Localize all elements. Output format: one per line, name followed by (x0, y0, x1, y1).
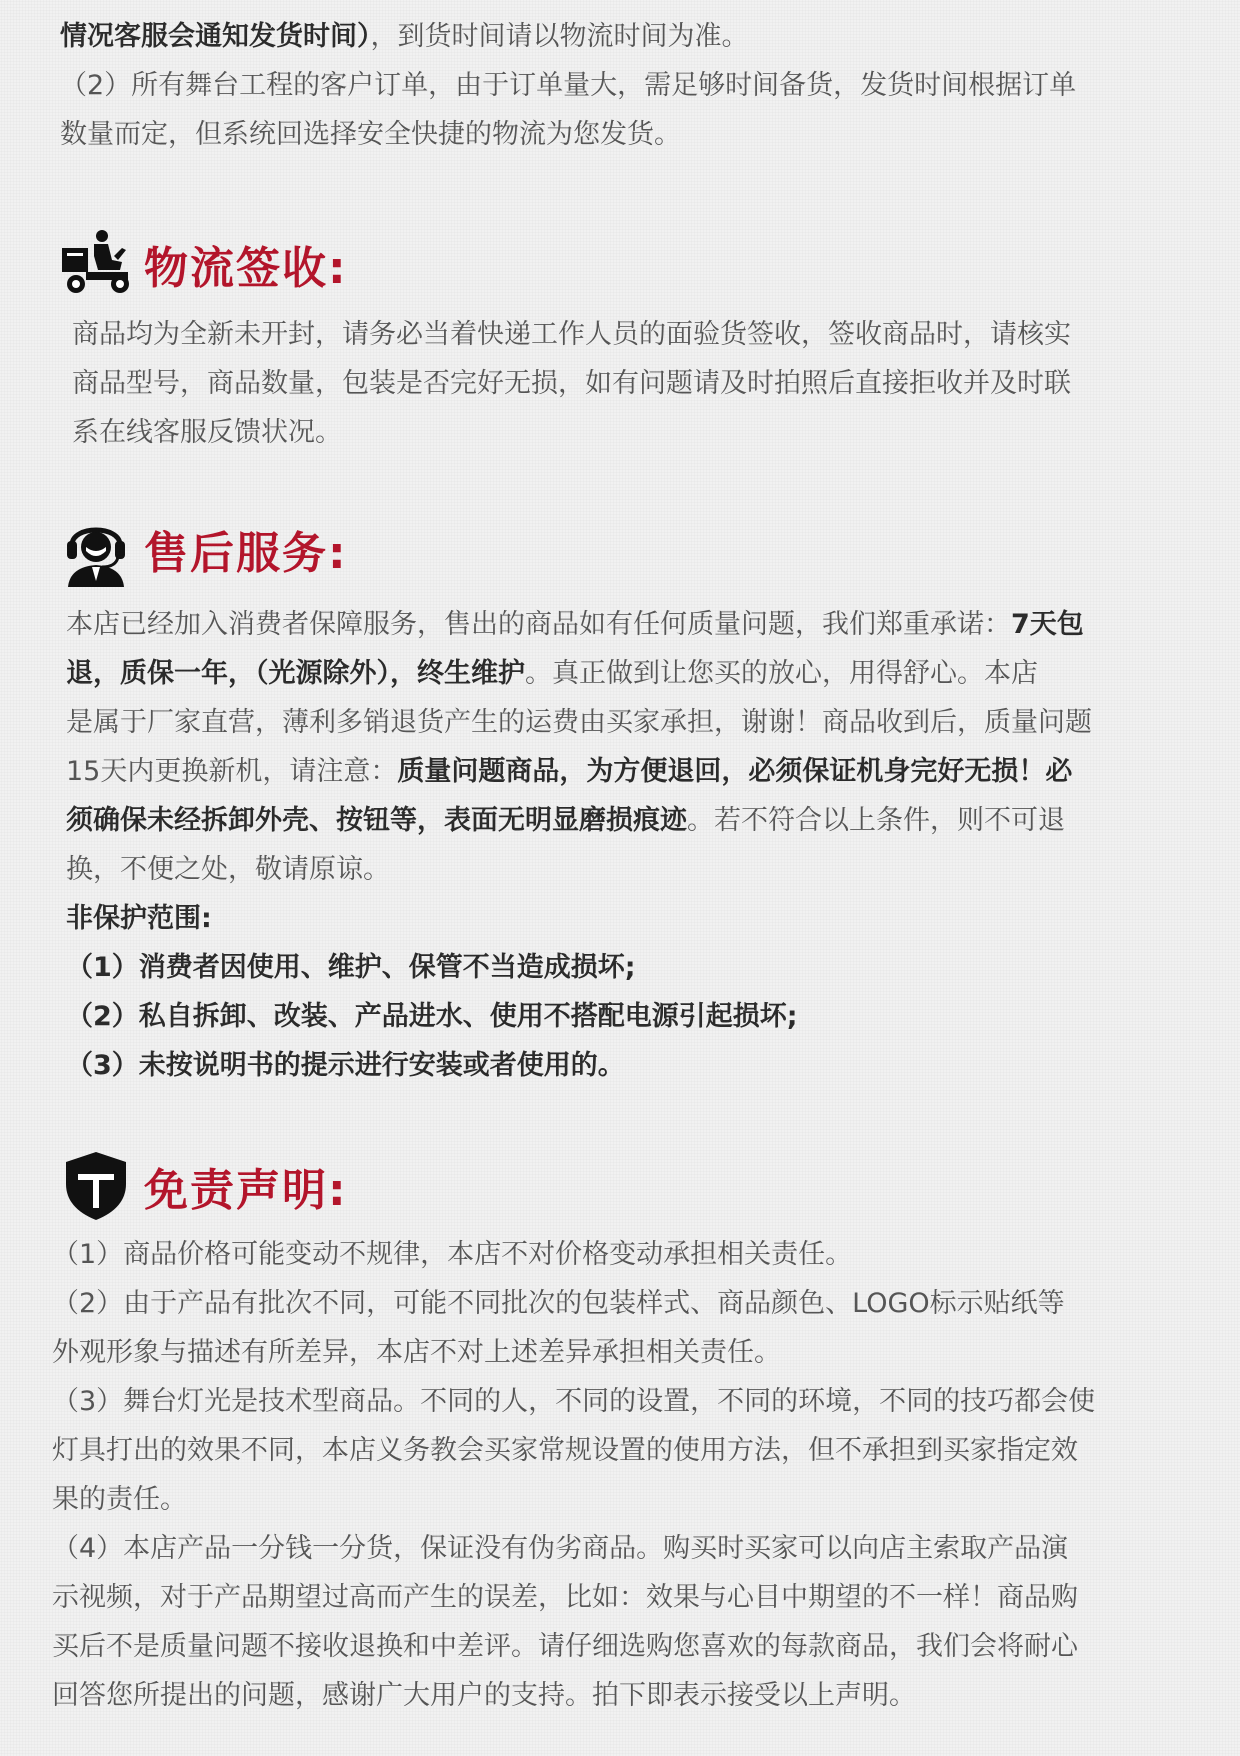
text-segment: 示视频，对于产品期望过高而产生的误差，比如：效果与心目中期望的不一样！商品购 (52, 1582, 1078, 1613)
text-line (52, 1279, 1095, 1328)
text-line (60, 110, 1076, 159)
text-line (66, 894, 1092, 943)
text-segment: 回答您所提出的问题，感谢广大用户的支持。拍下即表示接受以上声明。 (52, 1680, 916, 1711)
text-segment: 数量而定，但系统回选择安全快捷的物流为您发货。 (60, 119, 681, 150)
text-line (60, 61, 1076, 110)
text-line (66, 600, 1092, 649)
text-segment: （4）本店产品一分钱一分货，保证没有伪劣商品。购买时买家可以向店主索取产品演 (52, 1533, 1069, 1564)
text-line (66, 649, 1092, 698)
bold-text: 须确保未经拆卸外壳、按钮等，表面无明显磨损痕迹 (66, 805, 687, 836)
text-line (72, 359, 1071, 408)
customer-service-headset-icon (58, 511, 134, 587)
text-line (66, 698, 1092, 747)
shipping-notes (60, 12, 1076, 159)
text-line (66, 796, 1092, 845)
disclaimer-heading (58, 1148, 348, 1224)
aftersales-heading (58, 511, 348, 587)
logistics-heading (58, 226, 348, 302)
text-segment: 买后不是质量问题不接收退换和中差评。请仔细选购您喜欢的每款商品，我们会将耐心 (52, 1631, 1078, 1662)
text-segment: 。若不符合以上条件，则不可退 (687, 805, 1065, 836)
text-segment: （1）商品价格可能变动不规律，本店不对价格变动承担相关责任。 (52, 1239, 853, 1270)
text-line (52, 1377, 1095, 1426)
text-line (66, 1041, 1092, 1090)
bold-text: 情况客服会通知发货时间） (60, 21, 371, 52)
text-segment: 是属于厂家直营，薄利多销退货产生的运费由买家承担，谢谢！商品收到后，质量问题 (66, 707, 1092, 738)
text-line (52, 1622, 1095, 1671)
bold-text: 质量问题商品，为方便退回，必须保证机身完好无损！必 (397, 756, 1073, 787)
disclaimer-text (52, 1230, 1095, 1720)
text-segment: 。真正做到让您买的放心，用得舒心。本店 (525, 658, 1038, 689)
text-line (52, 1426, 1095, 1475)
bold-text: 7天包 (1011, 609, 1084, 640)
bold-text: （2）私自拆卸、改装、产品进水、使用不搭配电源引起损坏; (66, 1001, 798, 1032)
bold-text: 非保护范围: (66, 903, 212, 934)
text-line (66, 845, 1092, 894)
text-line (72, 310, 1071, 359)
text-segment: 商品均为全新未开封，请务必当着快递工作人员的面验货签收，签收商品时，请核实 (72, 319, 1071, 350)
text-line (52, 1475, 1095, 1524)
bold-text: 退，质保一年，（光源除外），终生维护 (66, 658, 525, 689)
shield-icon (58, 1148, 134, 1224)
aftersales-text (66, 600, 1092, 1090)
text-segment: （2）由于产品有批次不同，可能不同批次的包装样式、商品颜色、LOGO标示贴纸等 (52, 1288, 1065, 1319)
text-line (52, 1230, 1095, 1279)
text-line (52, 1524, 1095, 1573)
text-line (52, 1573, 1095, 1622)
text-line (66, 943, 1092, 992)
text-segment: （3）舞台灯光是技术型商品。不同的人，不同的设置，不同的环境，不同的技巧都会使 (52, 1386, 1096, 1417)
text-line (66, 992, 1092, 1041)
bold-text: （3）未按说明书的提示进行安装或者使用的。 (66, 1050, 625, 1081)
text-segment: 本店已经加入消费者保障服务，售出的商品如有任何质量问题，我们郑重承诺： (66, 609, 1011, 640)
text-line (52, 1671, 1095, 1720)
text-segment: ，到货时间请以物流时间为准。 (370, 21, 749, 52)
text-line (66, 747, 1092, 796)
logistics-text (72, 310, 1071, 457)
text-segment: （2）所有舞台工程的客户订单，由于订单量大，需足够时间备货，发货时间根据订单 (60, 70, 1077, 101)
disclaimer-title: 免责声明: (144, 1165, 348, 1216)
text-segment: 灯具打出的效果不同，本店义务教会买家常规设置的使用方法，但不承担到买家指定效 (52, 1435, 1078, 1466)
text-segment: 15天内更换新机，请注意： (66, 756, 398, 787)
text-segment: 换，不便之处，敬请原谅。 (66, 854, 390, 885)
text-segment: 商品型号，商品数量，包装是否完好无损，如有问题请及时拍照后直接拒收并及时联 (72, 368, 1071, 399)
aftersales-title: 售后服务: (144, 528, 348, 579)
text-segment: 系在线客服反馈状况。 (72, 417, 342, 448)
text-segment: 果的责任。 (52, 1484, 187, 1515)
logistics-title: 物流签收: (144, 243, 348, 294)
text-line (72, 408, 1071, 457)
text-line (52, 1328, 1095, 1377)
delivery-scooter-icon (58, 226, 134, 302)
bold-text: （1）消费者因使用、维护、保管不当造成损坏; (66, 952, 636, 983)
text-segment: 外观形象与描述有所差异，本店不对上述差异承担相关责任。 (52, 1337, 781, 1368)
text-line (60, 12, 1076, 61)
